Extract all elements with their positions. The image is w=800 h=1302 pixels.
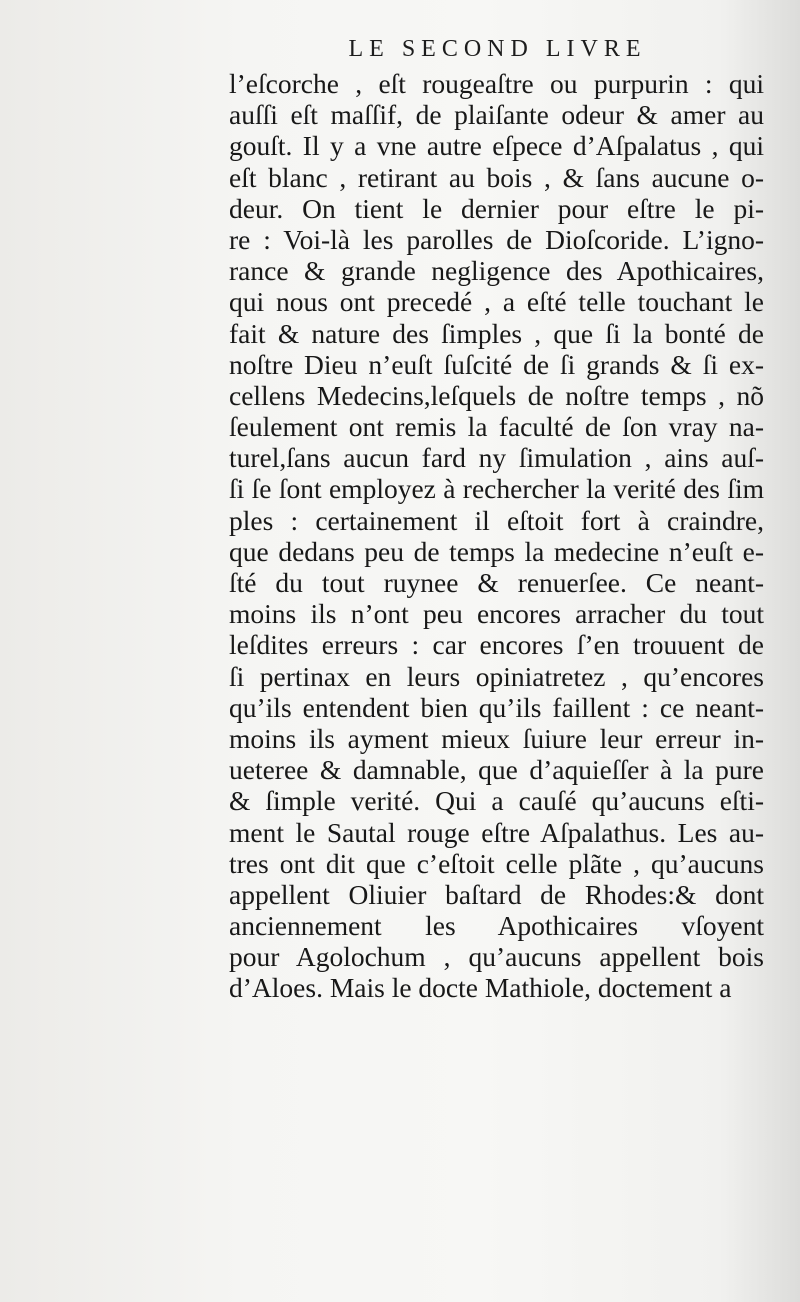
text-line: ſté du tout ruynee & renuerſee. Ce neant- (229, 567, 764, 598)
text-line: appellent Oliuier baſtard de Rhodes:& dont (229, 878, 764, 910)
body-text (229, 68, 764, 1004)
text-line: rance & grande negligence des Apothicaires, (229, 255, 764, 287)
text-line: ment le Sautal rouge eſtre Aſpalathus. Les au- (229, 816, 764, 848)
text-line: ſi pertinax en leurs opiniatretez , qu’encores (229, 660, 764, 692)
text-line: ſi ſe ſont employez à rechercher la verité des ſim (229, 473, 764, 505)
text-line: fait & nature des ſimples , que ſi la bonté de (229, 317, 764, 349)
text-line: deur. On tient le dernier pour eſtre le pi- (229, 192, 764, 224)
text-line: ſeulement ont remis la faculté de ſon vray na- (229, 411, 764, 443)
text-line: & ſimple verité. Qui a cauſé qu’aucuns eſti- (229, 785, 764, 817)
text-line: eſt blanc , retirant au bois , & ſans aucune o- (229, 161, 764, 193)
text-line: anciennement les Apothicaires vſoyent (229, 910, 764, 942)
text-line: tres ont dit que c’eſtoit celle plãte , qu’aucuns (229, 847, 764, 879)
text-line: moins ils ayment mieux ſuiure leur erreur in- (229, 722, 764, 754)
text-line: pour Agolochum , qu’aucuns appellent bois (229, 941, 764, 973)
text-line: gouſt. Il y a vne autre eſpece d’Aſpalatus , qui (229, 130, 764, 162)
text-line: que dedans peu de temps la medecine n’euſt e- (229, 535, 764, 567)
text-line: turel,ſans aucun fard ny ſimulation , ains auſ- (229, 442, 764, 474)
text-line: qui nous ont precedé , a eſté telle touchant le (229, 286, 764, 318)
text-line: re : Voi-là les parolles de Dioſcoride. L’igno- (229, 223, 764, 255)
text-line: moins ils n’ont peu encores arracher du tout (229, 598, 764, 630)
text-line: qu’ils entendent bien qu’ils faillent : ce neant- (229, 691, 764, 723)
running-title: LE SECOND LIVRE (348, 36, 647, 62)
text-line: noſtre Dieu n’euſt ſuſcité de ſi grands & ſi ex- (229, 348, 764, 380)
text-line: ueteree & damnable, que d’aquieſſer à la pure (229, 754, 764, 786)
text-line: l’eſcorche , eſt rougeaſtre ou purpurin : qui (229, 68, 764, 99)
text-line: auſſi eſt maſſif, de plaiſante odeur & amer au (229, 99, 764, 131)
text-line: ples : certainement il eſtoit fort à craindre, (229, 504, 764, 536)
text-line: cellens Medecins,leſquels de noſtre temps , nõ (229, 379, 764, 411)
text-line: d’Aloes. Mais le docte Mathiole, doctement a (229, 972, 732, 1004)
text-line: leſdites erreurs : car encores ſ’en trouuent de (229, 629, 764, 661)
